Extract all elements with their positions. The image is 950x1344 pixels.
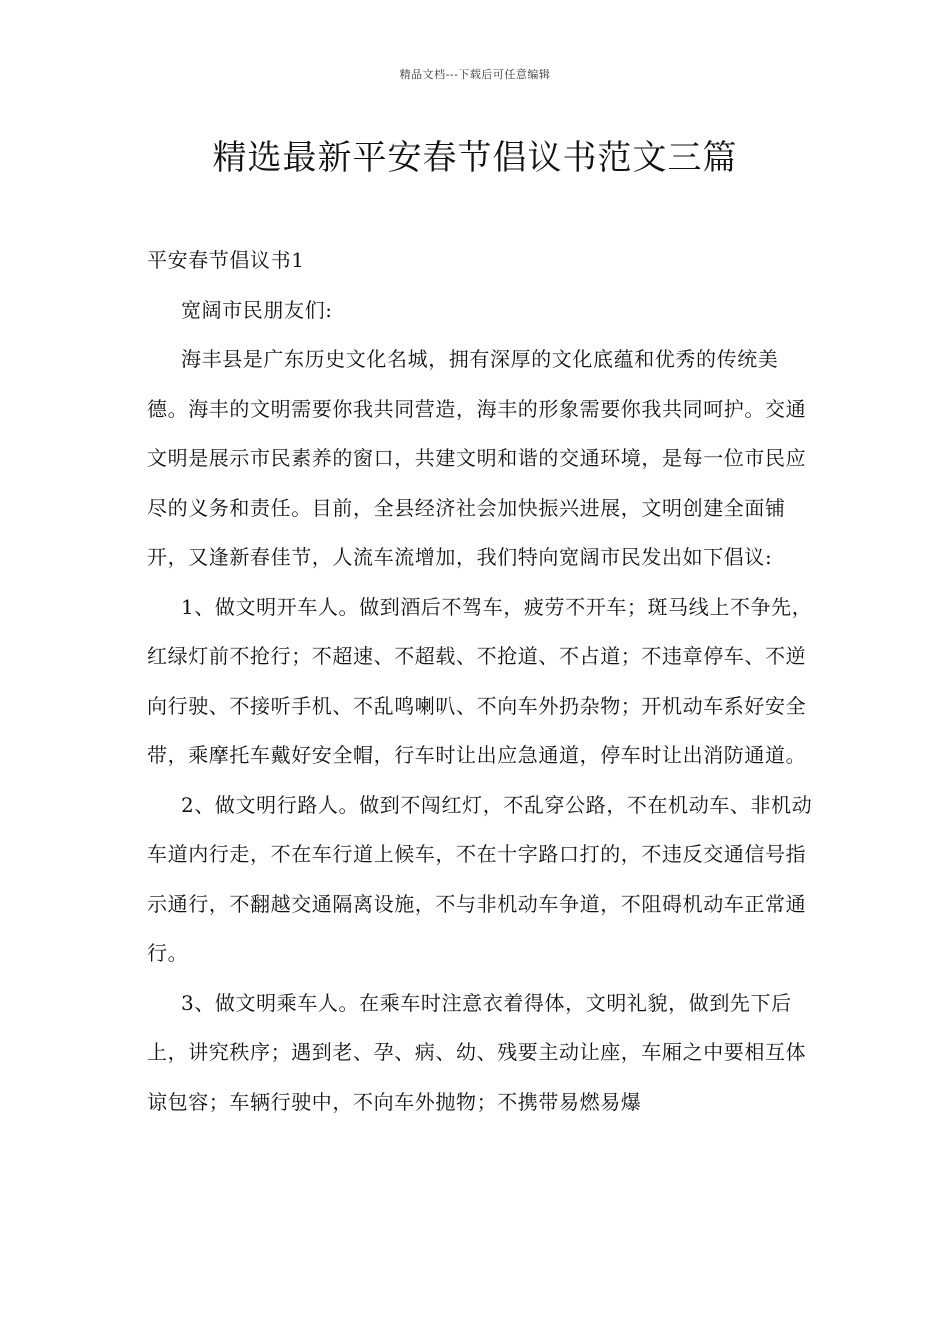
document-body [147,236,819,1127]
section-heading: 平安春节倡议书1 [147,248,305,272]
paragraph-item-3: 3、做文明乘车人。在乘车时注意衣着得体，文明礼貌，做到先下后上，讲究秩序；遇到老、孕、病、幼、残要主动让座，车厢之中要相互体谅包容；车辆行驶中，不向车外抛物；不携带易燃易爆 [147,990,807,1114]
document-title: 精选最新平安春节倡议书范文三篇 [212,138,738,178]
paragraph-item-2: 2、做文明行路人。做到不闯红灯，不乱穿公路，不在机动车、非机动车道内行走，不在车行道上候车，不在十字路口打的，不违反交通信号指示通行，不翻越交通隔离设施，不与非机动车争道，不阻碍机动车正常通行。 [147,792,813,965]
paragraph-item-1: 1、做文明开车人。做到酒后不驾车，疲劳不开车；斑马线上不争先，红绿灯前不抢行；不超速、不超载、不抢道、不占道；不违章停车、不逆向行驶、不接听手机、不乱鸣喇叭、不向车外扔杂物；开机动车系好安全带，乘摩托车戴好安全帽，行车时让出应急通道，停车时让出消防通道。 [147,594,813,767]
salutation: 宽阔市民朋友们: [181,297,333,322]
header-note: 精品文档---下载后可任意编辑 [399,68,551,81]
paragraph-intro: 海丰县是广东历史文化名城，拥有深厚的文化底蕴和优秀的传统美德。海丰的文明需要你我共同营造，海丰的形象需要你我共同呵护。交通文明是展示市民素养的窗口，共建文明和谐的交通环境，是每一位市民应尽的义务和责任。目前，全县经济社会加快振兴进展，文明创建全面铺开，又逢新春佳节，人流车流增加，我们特向宽阔市民发出如下倡议: [147,347,807,569]
